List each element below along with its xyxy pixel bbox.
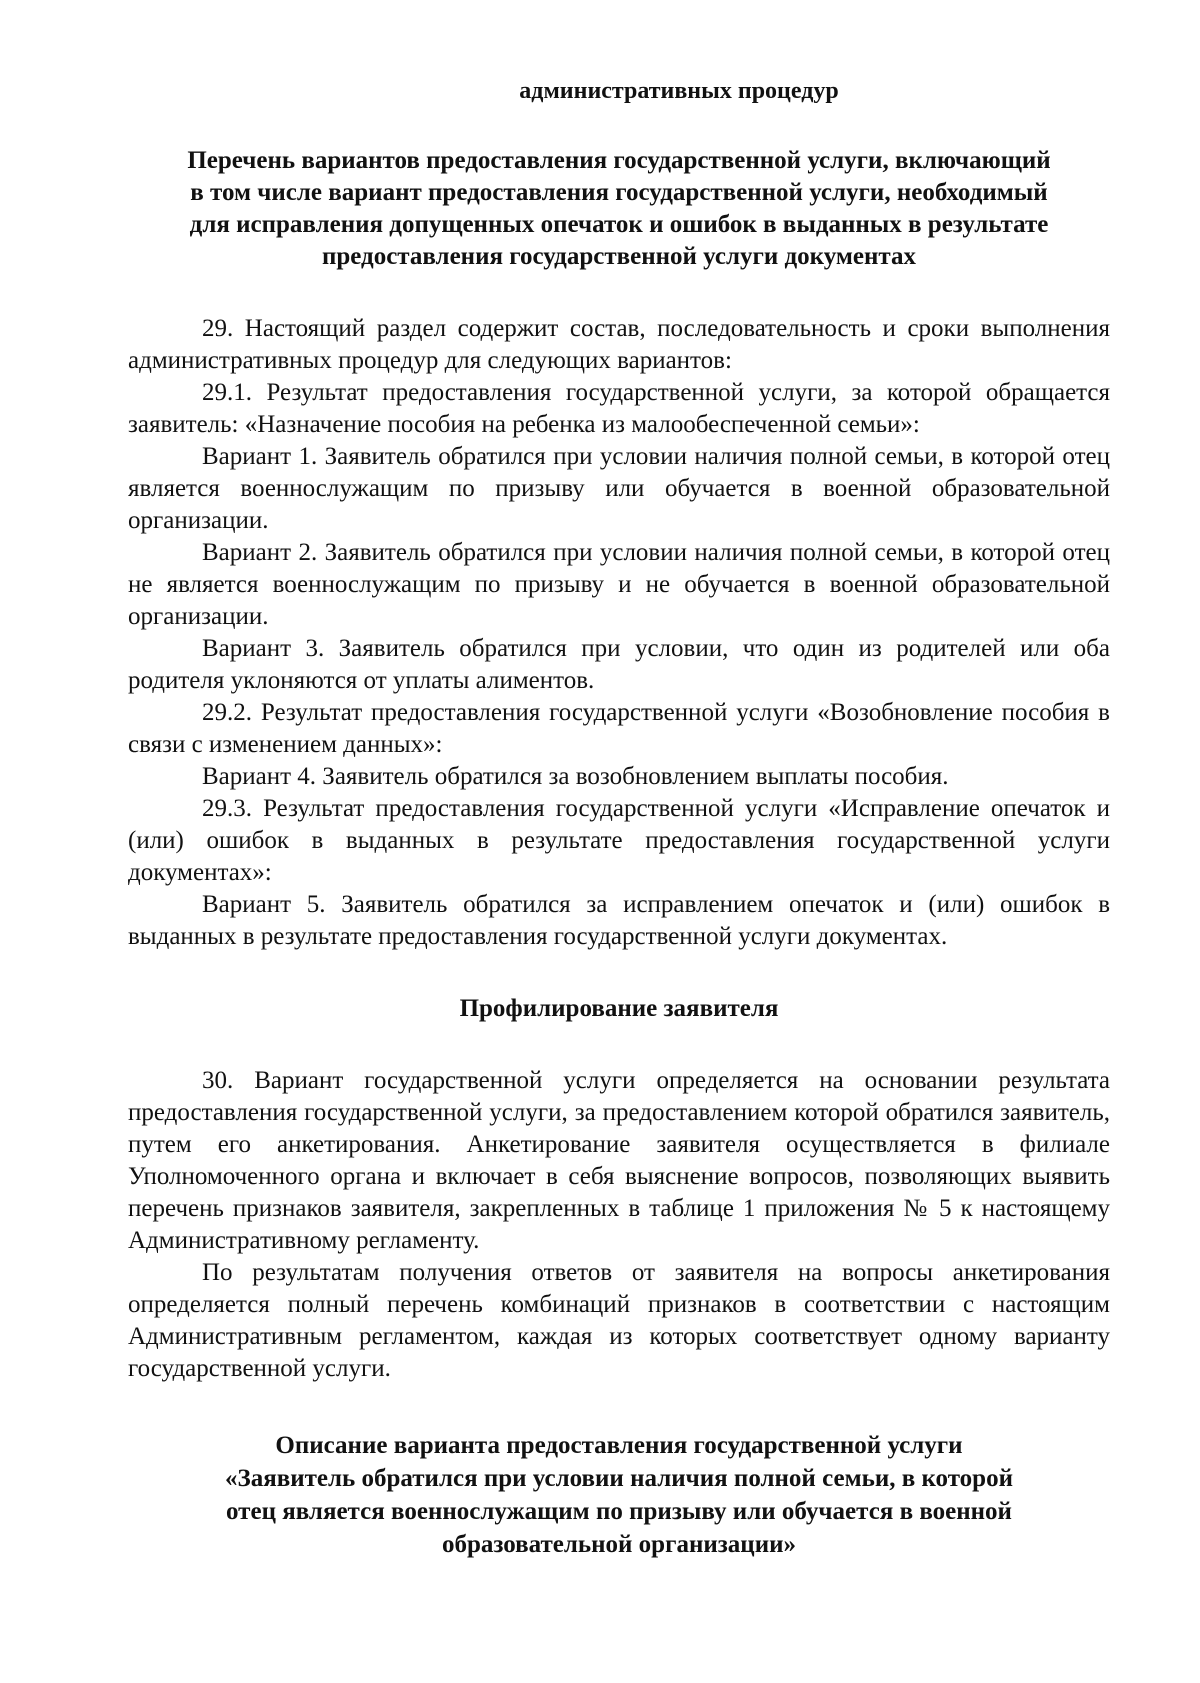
paragraph-30: 30. Вариант государственной услуги определяется на основании результата предоставления государственной услуги, за предоставлением которой обратился заявитель, путем его анкетирования. Анкетирование заявителя осуществляется в филиале Уполномоченного органа и включает в себя выяснение вопросов, позволяющих выявить перечень признаков заявителя, закрепленных в таблице 1 приложения № 5 к настоящему Административному регламенту. xyxy=(128,1067,1110,1254)
paragraph-29-3: 29.3. Результат предоставления государственной услуги «Исправление опечаток и (или) ошибок в выданных в результате предоставления государственной услуги документах»: xyxy=(128,795,1110,886)
heading-line: для исправления допущенных опечаток и ошибок в выданных в результате xyxy=(189,211,1049,238)
paragraph-30-continued: По результатам получения ответов от заявителя на вопросы анкетирования определяется полный перечень комбинаций признаков в соответствии с настоящим Административным регламентом, каждая из которых соответствует одному варианту государственной услуги. xyxy=(128,1259,1110,1382)
heading-line: Перечень вариантов предоставления государственной услуги, включающий xyxy=(187,147,1051,174)
heading-line: предоставления государственной услуги документах xyxy=(321,243,917,270)
heading-variant-description xyxy=(128,1429,1110,1561)
variant-5: Вариант 5. Заявитель обратился за исправлением опечаток и (или) ошибок в выданных в результате предоставления государственной услуги документах. xyxy=(128,891,1110,950)
section-variants xyxy=(128,313,1110,953)
section-title-continuation: административных процедур xyxy=(519,78,839,104)
heading-line: «Заявитель обратился при условии наличия полной семьи, в которой xyxy=(225,1465,1013,1492)
variant-3: Вариант 3. Заявитель обратился при условии, что один из родителей или оба родителя уклоняются от уплаты алиментов. xyxy=(128,635,1110,694)
paragraph-29-1: 29.1. Результат предоставления государственной услуги, за которой обращается заявитель: «Назначение пособия на ребенка из малообеспеченной семьи»: xyxy=(128,379,1110,438)
variant-1: Вариант 1. Заявитель обратился при условии наличия полной семьи, в которой отец является военнослужащим по призыву или обучается в военной образовательной организации. xyxy=(128,443,1110,534)
heading-variants-list xyxy=(128,145,1110,273)
section-profiling xyxy=(128,1065,1110,1385)
heading-line: образовательной организации» xyxy=(441,1531,797,1558)
variant-4: Вариант 4. Заявитель обратился за возобновлением выплаты пособия. xyxy=(202,763,949,790)
variant-2: Вариант 2. Заявитель обратился при условии наличия полной семьи, в которой отец не является военнослужащим по призыву и не обучается в военной образовательной организации. xyxy=(128,539,1110,630)
paragraph-29-2: 29.2. Результат предоставления государственной услуги «Возобновление пособия в связи с изменением данных»: xyxy=(128,699,1110,758)
heading-line: в том числе вариант предоставления государственной услуги, необходимый xyxy=(190,179,1048,206)
heading-line: Описание варианта предоставления государственной услуги xyxy=(275,1432,963,1459)
heading-line: отец является военнослужащим по призыву или обучается в военной xyxy=(226,1498,1012,1525)
heading-profiling: Профилирование заявителя xyxy=(459,995,779,1022)
paragraph-29: 29. Настоящий раздел содержит состав, последовательность и сроки выполнения административных процедур для следующих вариантов: xyxy=(128,315,1110,374)
